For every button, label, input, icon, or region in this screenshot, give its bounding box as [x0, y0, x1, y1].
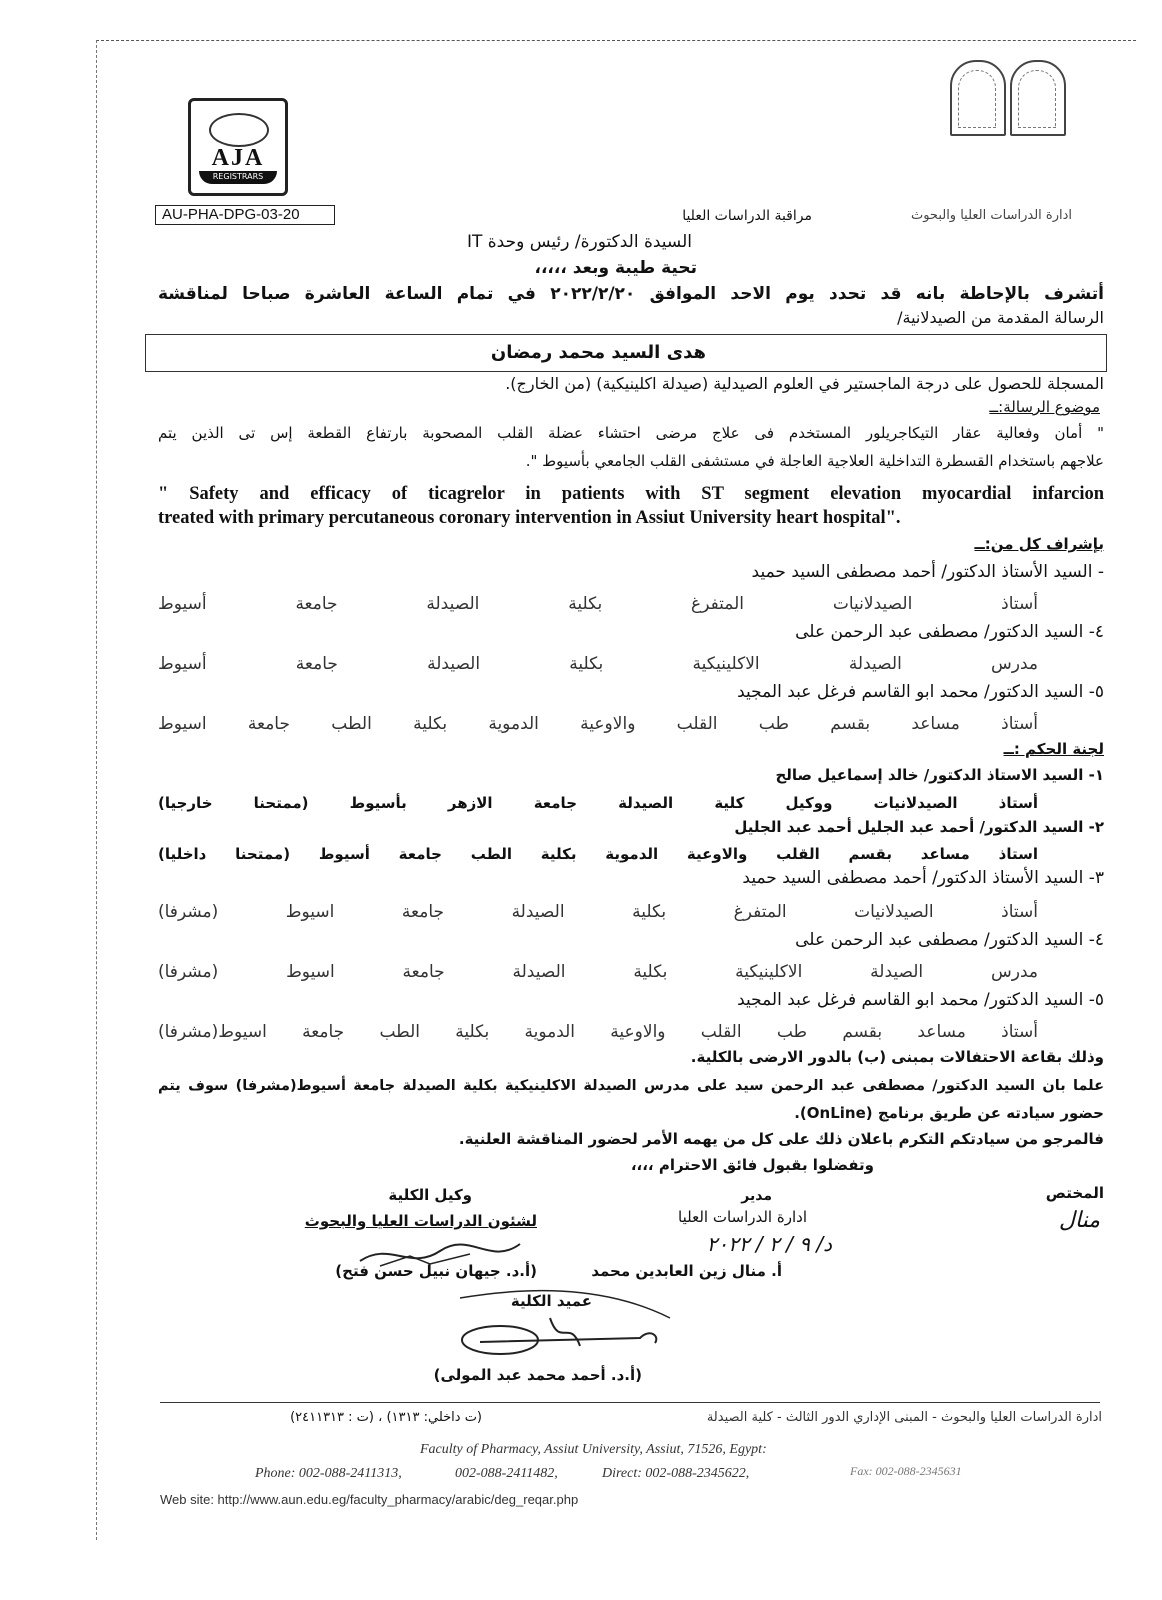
supervisor-title: أستاذ مساعد بقسم طب القلب والاوعية الدموية بكلية الطب جامعة اسيوط — [158, 714, 1038, 734]
footer-website[interactable]: Web site: http://www.aun.edu.eg/faculty_pharmacy/arabic/deg_reqar.php — [160, 1492, 579, 1507]
footer-phone-2: 002-088-2411482, — [455, 1466, 558, 1481]
footer-direct: Direct: 002-088-2345622, — [602, 1466, 750, 1481]
footer-divider — [160, 1402, 1100, 1403]
supervisor-title: أستاذ الصيدلانيات المتفرغ بكلية الصيدلة جامعة أسيوط — [158, 594, 1038, 614]
committee-name: ٢- السيد الدكتور/ أحمد عبد الجليل أحمد عبد الجليل — [734, 818, 1104, 836]
arch-icon-right — [1010, 60, 1066, 136]
clerk-title: المختص — [1045, 1184, 1104, 1202]
note-line-2: حضور سيادته عن طريق برنامج (OnLine). — [794, 1104, 1104, 1122]
candidate-name: هدى السيد محمد رمضان — [490, 342, 706, 363]
dean-name: (أ.د. أحمد محمد عبد المولى) — [433, 1366, 642, 1384]
committee-title: استاذ مساعد بقسم القلب والاوعية الدموية بكلية الطب جامعة أسيوط (ممتحنا داخليا) — [158, 845, 1038, 863]
dean-signature — [440, 1288, 680, 1368]
document-code: AU-PHA-DPG-03-20 — [155, 205, 335, 225]
regards-line: وتفضلوا بقبول فائق الاحترام ،،،، — [630, 1156, 874, 1174]
dept-subheader: مراقبة الدراسات العليا — [682, 208, 812, 224]
arch-icon-left — [950, 60, 1006, 136]
committee-title: أستاذ مساعد بقسم طب القلب والاوعية الدموية بكلية الطب جامعة اسيوط(مشرفا) — [158, 1022, 1038, 1042]
director-name: أ. منال زين العابدين محمد — [591, 1262, 782, 1280]
degree-line: المسجلة للحصول على درجة الماجستير في العلوم الصيدلية (صيدلة اكلينيكية) (من الخارج). — [505, 374, 1104, 393]
committee-title: مدرس الصيدلة الاكلينيكية بكلية الصيدلة جامعة اسيوط (مشرفا) — [158, 962, 1038, 982]
vice-dean-title: وكيل الكلية — [388, 1186, 472, 1204]
committee-label: لجنة الحكم :ــ — [1003, 740, 1104, 758]
dean-title: عميد الكلية — [510, 1292, 592, 1310]
logo-subtext: REGISTRARS — [199, 171, 277, 184]
director-title: مدير — [741, 1188, 772, 1204]
logo-emblem-icon — [209, 113, 269, 147]
supervisor-name: ٥- السيد الدكتور/ محمد ابو القاسم فرغل عبد المجيد — [737, 682, 1104, 702]
supervisor-title: مدرس الصيدلة الاكلينيكية بكلية الصيدلة جامعة أسيوط — [158, 654, 1038, 674]
title-english-2: treated with primary percutaneous coronary intervention in Assiut University heart hospital". — [158, 508, 901, 528]
aja-logo — [188, 98, 288, 196]
addressee: السيدة الدكتورة/ رئيس وحدة IT — [466, 232, 692, 252]
committee-name: ٥- السيد الدكتور/ محمد ابو القاسم فرغل عبد المجيد — [737, 990, 1104, 1010]
title-english-1: " Safety and efficacy of ticagrelor in patients with ST segment elevation myocardial infarcion — [158, 484, 1104, 504]
intro-line-2: الرسالة المقدمة من الصيدلانية/ — [897, 308, 1104, 327]
committee-title: أستاذ الصيدلانيات المتفرغ بكلية الصيدلة جامعة اسيوط (مشرفا) — [158, 902, 1038, 922]
candidate-box — [145, 334, 1107, 372]
footer-address-en: Faculty of Pharmacy, Assiut University, Assiut, 71526, Egypt: — [420, 1442, 767, 1457]
footer-phones-ar: (ت داخلي: ١٣١٣) ، (ت : ٢٤١١٣١٣) — [290, 1410, 482, 1425]
university-logo — [950, 60, 1070, 138]
committee-name: ٤- السيد الدكتور/ مصطفى عبد الرحمن على — [795, 930, 1104, 950]
venue-line: وذلك بقاعة الاحتفالات بمبنى (ب) بالدور الارضى بالكلية. — [690, 1048, 1104, 1066]
supervisors-label: بإشراف كل من:ــ — [974, 535, 1104, 553]
subject-label: موضوع الرسالة:ــ — [989, 398, 1100, 416]
title-arabic-1: " أمان وفعالية عقار التيكاجريلور المستخدم فى علاج مرضى احتشاء عضلة القلب المصحوبة بارتفاع القطعة إس تى الذين يتم — [158, 424, 1104, 442]
committee-name: ٣- السيد الأستاذ الدكتور/ أحمد مصطفى السيد حميد — [742, 868, 1104, 888]
footer-fax: Fax: 002-088-2345631 — [850, 1464, 962, 1478]
intro-line-1: أتشرف بالإحاطة بانه قد تحدد يوم الاحد الموافق ٢٠٢٢/٢/٢٠ في تمام الساعة العاشرة صباحا لمناقشة — [158, 284, 1104, 304]
footer-address-ar: ادارة الدراسات العليا والبحوث - المبنى الإداري الدور الثالث - كلية الصيدلة — [706, 1410, 1102, 1425]
vice-dean-name: (أ.د. جيهان نبيل حسن فتح) — [335, 1262, 537, 1280]
footer-phone: Phone: 002-088-2411313, — [255, 1466, 402, 1481]
greeting: تحية طيبة وبعد ،،،،، — [534, 258, 697, 278]
vice-dean-dept: لشئون الدراسات العليا والبحوث — [304, 1212, 537, 1230]
clerk-signature: منال — [1058, 1208, 1100, 1233]
director-dept: ادارة الدراسات العليا — [678, 1208, 807, 1226]
note-line-1: علما بان السيد الدكتور/ مصطفى عبد الرحمن سيد على مدرس الصيدلة الاكلينيكية بكلية الصيدلة جامعة أسيوط(مشرفا) سوف يتم — [158, 1078, 1104, 1094]
director-signature: د/ ٩ / ٢ / ٢٠٢٢ — [706, 1232, 832, 1256]
supervisor-name: ٤- السيد الدكتور/ مصطفى عبد الرحمن على — [795, 622, 1104, 642]
page-frame-top — [96, 40, 1136, 41]
dept-header: ادارة الدراسات العليا والبحوث — [910, 208, 1072, 223]
request-line: فالمرجو من سيادتكم التكرم باعلان ذلك على كل من يهمه الأمر لحضور المناقشة العلنية. — [458, 1130, 1104, 1148]
committee-name: ١- السيد الاستاذ الدكتور/ خالد إسماعيل صالح — [775, 766, 1104, 784]
committee-title: أستاذ الصيدلانيات ووكيل كلية الصيدلة جامعة الازهر بأسيوط (ممتحنا خارجيا) — [158, 794, 1038, 812]
title-arabic-2: علاجهم باستخدام القسطرة التداخلية العلاجية العاجلة في مستشفى القلب الجامعي بأسيوط ". — [525, 452, 1104, 470]
supervisor-name: - السيد الأستاذ الدكتور/ أحمد مصطفى السيد حميد — [751, 562, 1104, 582]
logo-text: AJA — [211, 145, 265, 171]
page-frame-left — [96, 40, 97, 1540]
